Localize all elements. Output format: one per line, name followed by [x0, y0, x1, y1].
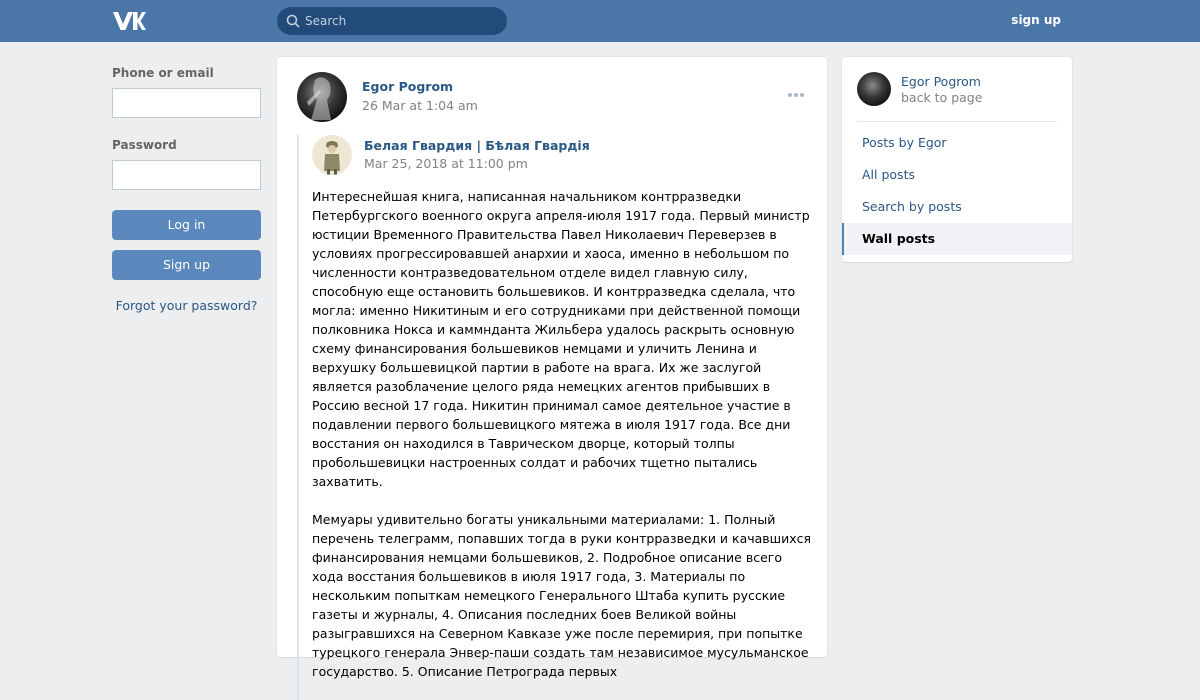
- menu-item-all-posts[interactable]: All posts: [862, 167, 915, 182]
- menu-item-posts-by-egor[interactable]: Posts by Egor: [862, 135, 947, 150]
- post-text: [312, 135, 812, 681]
- repost-date[interactable]: Mar 25, 2018 at 11:00 pm: [364, 156, 528, 171]
- menu-item-search-by-posts[interactable]: Search by posts: [862, 199, 962, 214]
- top-bar: [0, 0, 1200, 42]
- post-date[interactable]: 26 Mar at 1:04 am: [362, 98, 478, 113]
- divider: [857, 121, 1057, 122]
- login-panel: [112, 66, 261, 313]
- repost-avatar[interactable]: [312, 135, 352, 175]
- side-menu: [842, 127, 1072, 255]
- wall-side-menu: [842, 57, 1072, 262]
- forgot-password-link[interactable]: Forgot your password?: [115, 298, 258, 313]
- back-to-page-link[interactable]: back to page: [901, 90, 983, 105]
- vk-logo-icon[interactable]: [112, 10, 146, 32]
- password-label: Password: [112, 138, 177, 152]
- side-avatar[interactable]: [857, 72, 891, 106]
- search-input[interactable]: [305, 7, 501, 35]
- more-dots-icon[interactable]: [788, 86, 808, 94]
- phone-label: Phone or email: [112, 66, 214, 80]
- wall-post: [277, 57, 827, 679]
- side-profile-name[interactable]: Egor Pogrom: [901, 74, 981, 89]
- menu-item-wall-posts[interactable]: Wall posts: [842, 223, 1072, 255]
- signup-button[interactable]: Sign up: [112, 250, 261, 280]
- post-paragraph: Интереснейшая книга, написанная начальником контрразведки Петербургского военного округа апреля-июля 1917 года. Первый министр юстиции Временного Правительства Павел Николаевич Переверзев в условиях прогрессировавшей анархии и хаоса, именно в небольшом по численности контразведовательном отделе видел главную силу, способную еще остановить большевиков. И контрразведка сделала, что могла: именно Никитиным и его сотрудниками при действенной помощи полковника Нокса и каммнданта Жильбера удалось раскрыть основную схему финансирования большевиков немцами и уличить Ленина и верхушку большевицкой партии в работе на врага. Их же заслугой является разоблачение целого ряда немецких агентов прибывших в Россию весной 17 года. Никитин принимал самое деятельное участие в подавлении первого большевицкого мятежа в июля 1917 года. Все дни восстания он находился в Таврическом дворце, который толпы пробольшевицки настроенных солдат и рабочих тщетно пытались захватить.: [312, 189, 810, 489]
- post-paragraph: Мемуары удивительно богаты уникальными материалами: 1. Полный перечень телеграмм, попавших тогда в руки контрразведки и качавшихся финансирования немцами большевиков, 2. Подробное описание всего хода восстания большевиков в июля 1917 года, 3. Материалы по нескольким попыткам немецкого Генерального Штаба купить русские газеты и журналы, 4. Описания последних боев Великой войны разыгравшихся на Северном Кавказе уже после перемирия, при попытке турецкого генерала Энвер-паши создать там независимое мусульманское государство. 5. Описание Петрограда первых: [312, 512, 811, 679]
- repost-block: [297, 135, 813, 700]
- phone-field[interactable]: [112, 88, 261, 118]
- search-box[interactable]: [277, 7, 507, 35]
- password-field[interactable]: [112, 160, 261, 190]
- author-avatar[interactable]: [297, 72, 347, 122]
- repost-author[interactable]: Белая Гвардия | Бѣлая Гвардія: [364, 138, 590, 153]
- login-button[interactable]: Log in: [112, 210, 261, 240]
- signup-link[interactable]: sign up: [1011, 13, 1061, 27]
- post-author[interactable]: Egor Pogrom: [362, 79, 454, 94]
- search-icon: [286, 14, 300, 28]
